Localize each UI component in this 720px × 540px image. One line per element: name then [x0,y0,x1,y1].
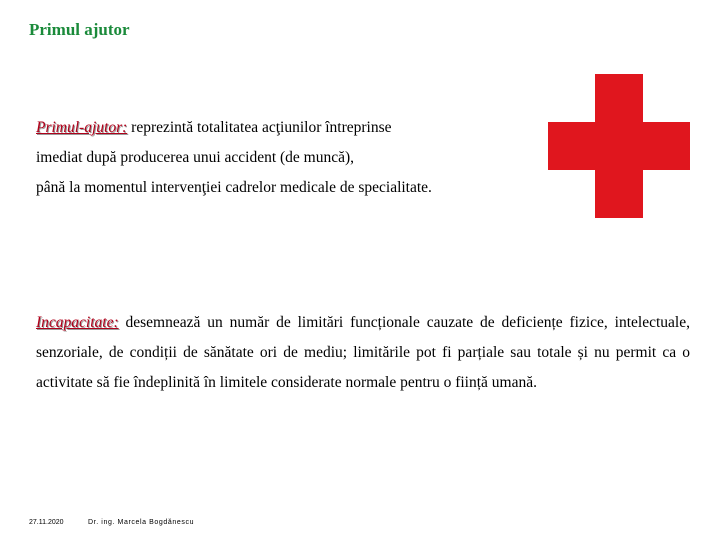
definition-text: reprezintă totalitatea acţiunilor întreprinse [131,119,392,136]
definition-term: Incapacitate: [36,314,119,331]
red-cross-icon [548,74,690,218]
definition-line: până la momentul intervenţiei cadrelor medicale de specialitate. [36,179,432,196]
definition-term: Primul-ajutor: [36,119,128,136]
definition-text: desemnează un număr de limitări funcționale cauzate de deficiențe fizice, intelectuale, senzoriale, de condiții de sănătate ori de mediu; limitările pot fi parțiale sau totale și nu permit ca o activitate să fie îndeplinită în limitele considerate normale pentru o ființă umană. [36,314,690,391]
definition-line [36,113,516,143]
definition-line: imediat după producerea unui accident (de muncă), [36,149,355,166]
definition-incapacity [36,308,690,398]
slide-title: Primul ajutor [29,20,130,39]
footer-date: 27.11.2020 [29,519,64,526]
definition-first-aid [36,113,516,203]
footer-author: Dr. ing. Marcela Bogdănescu [88,519,195,526]
